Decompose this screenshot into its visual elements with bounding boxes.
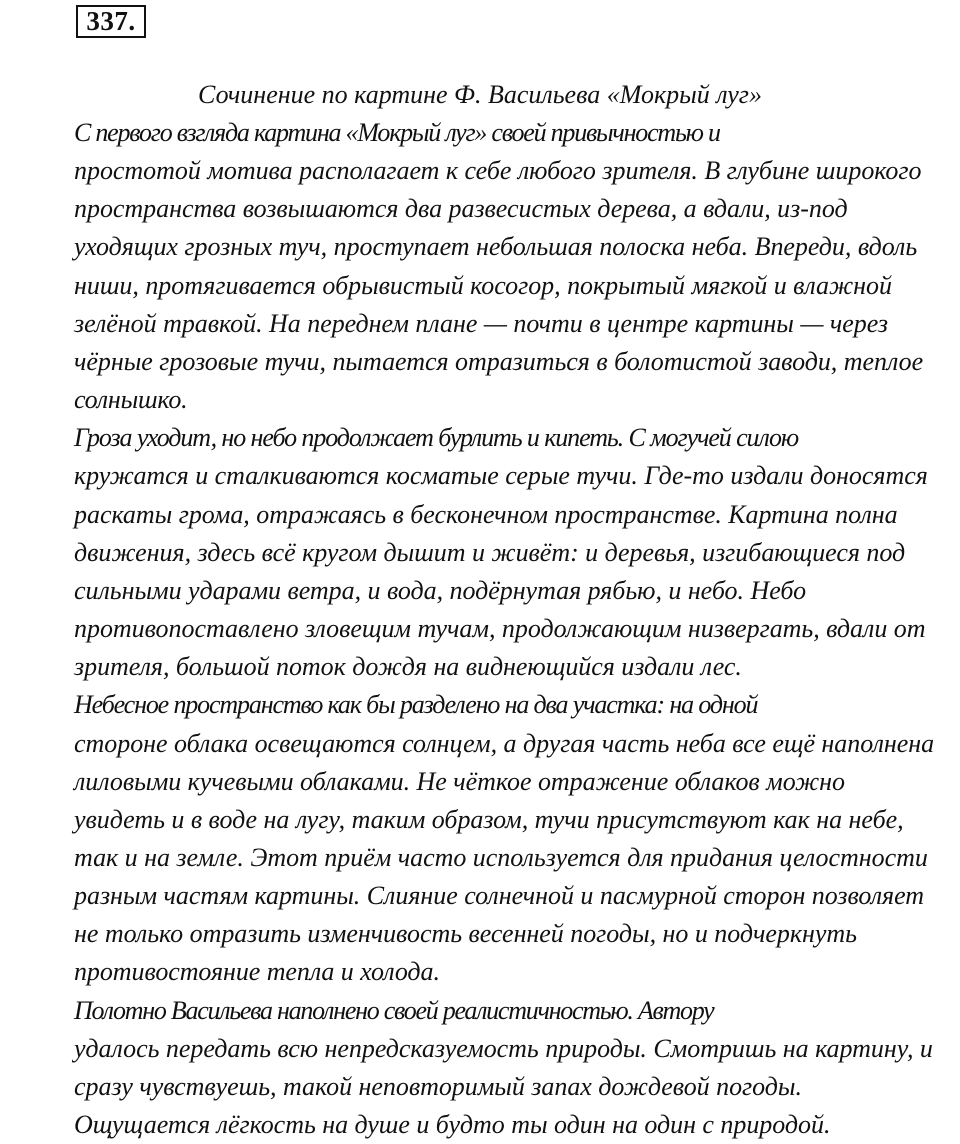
essay-title: Сочинение по картине Ф. Васильева «Мокрый луг»	[198, 80, 762, 109]
text-line: так и на земле. Этот приём часто используется для придания целостности	[74, 842, 928, 872]
text-line: увидеть и в воде на лугу, таким образом, тучи присутствуют как на небе,	[74, 804, 904, 834]
paragraph	[4, 992, 960, 1144]
text-line: сразу чувствуешь, такой неповторимый запах дождевой погоды.	[74, 1071, 802, 1101]
text-line: лиловыми кучевыми облаками. Не чёткое отражение облаков можно	[74, 766, 846, 796]
text-line: солнышко.	[74, 385, 188, 415]
text-line: С первого взгляда картина «Мокрый луг» своей привычностью и	[74, 118, 720, 147]
text-line: противопоставлено зловещим тучам, продолжающим низвергать, вдали от	[74, 614, 926, 644]
text-line: Гроза уходит, но небо продолжает бурлить и кипеть. С могучей силою	[74, 423, 799, 453]
paragraph	[4, 114, 960, 419]
text-line: Ощущается лёгкость на душе и будто ты один на один с природой.	[74, 1110, 831, 1140]
text-line: зелёной травкой. На переднем плане — почти в центре картины — через	[74, 308, 889, 338]
paragraph	[4, 686, 960, 991]
text-line: противостояние тепла и холода.	[74, 957, 440, 987]
text-line: пространства возвышаются два развесистых дерева, а вдали, из-под	[74, 194, 848, 224]
paragraph	[4, 419, 960, 686]
text-line: стороне облака освещаются солнцем, а другая часть неба все ещё наполнена	[74, 728, 935, 758]
text-line: простотой мотива располагает к себе любого зрителя. В глубине широкого	[74, 156, 922, 186]
text-line: уходящих грозных туч, проступает небольшая полоска неба. Впереди, вдоль	[74, 232, 918, 262]
text-line: ниши, протягивается обрывистый косогор, покрытый мягкой и влажной	[74, 270, 892, 300]
text-line: зрителя, большой поток дождя на виднеющийся издали лес.	[74, 652, 742, 682]
text-line: Полотно Васильева наполнено своей реалистичностью. Автору	[74, 995, 714, 1025]
text-line: раскаты грома, отражаясь в бесконечном пространстве. Картина полна	[74, 499, 898, 529]
text-line: удалось передать всю непредсказуемость природы. Смотришь на картину, и	[74, 1033, 933, 1063]
text-line: Небесное пространство как бы разделено на два участка: на одной	[74, 690, 758, 720]
essay-body	[4, 114, 960, 1144]
text-line: сильными ударами ветра, и вода, подёрнутая рябью, и небо. Небо	[74, 575, 807, 605]
exercise-number: 337.	[76, 5, 146, 38]
text-line: не только отразить изменчивость весенней погоды, но и подчеркнуть	[74, 919, 857, 949]
text-line: кружатся и сталкиваются косматые серые тучи. Где-то издали доносятся	[74, 461, 928, 491]
text-line: чёрные грозовые тучи, пытается отразиться в болотистой заводи, теплое	[74, 346, 924, 376]
text-line: разным частям картины. Слияние солнечной и пасмурной сторон позволяет	[74, 881, 925, 911]
text-line: движения, здесь всё кругом дышит и живёт: и деревья, изгибающиеся под	[74, 537, 906, 567]
